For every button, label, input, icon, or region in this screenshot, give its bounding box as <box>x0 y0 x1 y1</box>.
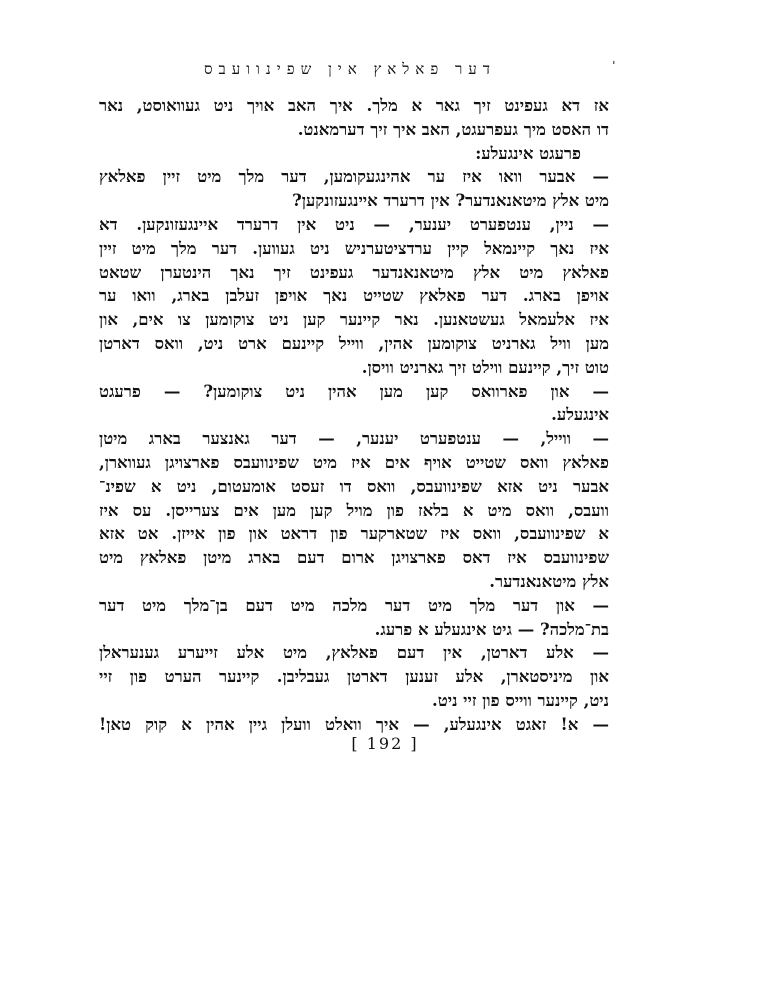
text-line: אבער ניט אזא שפינוועבס, וואס דו זעסט אומעטום, ניט א שפינ־ <box>99 476 609 496</box>
text-line: איז אלעמאל געשטאנען. נאר קיינער קען ניט צוקומען צו אים, און <box>99 310 609 330</box>
text-line: איז נאך קיינמאל קיין ערדציטערניש ניט געווען. דער מלך מיט זיין <box>99 238 609 258</box>
text-line: שפינוועבס איז דאס פארצויגן ארום דעם בארג מיטן פאלאץ מיט <box>99 548 609 568</box>
body-text <box>99 94 609 737</box>
text-line: דו האסט מיך געפרעגט, האב איך זיך דערמאנט. <box>297 119 609 139</box>
text-line: בת־מלכה? — גיט אינגעלע א פרעג. <box>374 619 609 639</box>
text-line: — און דער מלך מיט דער מלכה מיט דעם בן־מלך מיט דער <box>99 595 609 615</box>
text-line: וועבס, וואס מיט א בלאז פון מויל קען מען אים צערייסן. עס איז <box>99 500 609 520</box>
text-line: — ניין, ענטפערט יענער, — ניט אין דרערד איינגעזונקען. דא <box>99 214 609 234</box>
corner-mark: ˈ <box>612 60 616 75</box>
text-line: — א! זאגט אינגעלע, — איך וואלט וועלן גיין אהין א קוק טאן! <box>99 714 609 734</box>
text-line: מען וויל גארניט צוקומען אהין, ווייל קיינעם ארט ניט, וואס דארטן <box>99 333 609 353</box>
text-line: טוט זיך, קיינעם ווילט זיך גארניט וויסן. <box>361 357 609 377</box>
text-line: — ווייל, — ענטפערט יענער, — דער גאנצער בארג מיטן <box>99 429 609 449</box>
text-line: און מיניסטארן, אלע זענען דארטן געבליבן. קיינער הערט פון זיי <box>99 667 609 687</box>
text-line: פאלאץ מיט אלץ מיטאנאנדער געפינט זיך נאך הינטערן שטאט <box>99 262 609 282</box>
text-line: אינגעלע. <box>551 405 609 425</box>
running-header: דער פאלאץ אין שפינוועבס <box>203 60 497 78</box>
text-line: — אבער וואו איז ער אהינגעקומען, דער מלך מיט זיין פאלאץ <box>99 167 609 187</box>
text-line: א שפינוועבס, וואס איז שטארקער פון דראט און פון אייזן. אט אזא <box>99 524 609 544</box>
text-line: ניט, קיינער ווייס פון זיי ניט. <box>432 690 609 710</box>
text-line: מיט אלץ מיטאנאנדער? אין דרערד איינגעזונקען? <box>292 191 609 211</box>
text-line: אלץ מיטאנאנדער. <box>489 571 609 591</box>
text-line: — אלע דארטן, אין דעם פאלאץ, מיט אלע זייערע גענעראלן <box>99 643 609 663</box>
text-line: אויפן בארג. דער פאלאץ שטייט נאך אויפן זעלבן בארג, וואו ער <box>99 286 609 306</box>
text-line: אז דא געפינט זיך גאר א מלך. איך האב אויך ניט געוואוסט, נאר <box>99 96 609 115</box>
text-line: פאלאץ וואס שטייט אויף אים איז מיט שפינוועבס פארצויגן געווארן, <box>99 452 609 472</box>
text-line: — און פארוואס קען מען אהין ניט צוקומען? — פרעגט <box>99 381 609 401</box>
text-line: פרעגט אינגעלע: <box>475 143 581 163</box>
page-number: [ 192 ] <box>351 734 419 753</box>
